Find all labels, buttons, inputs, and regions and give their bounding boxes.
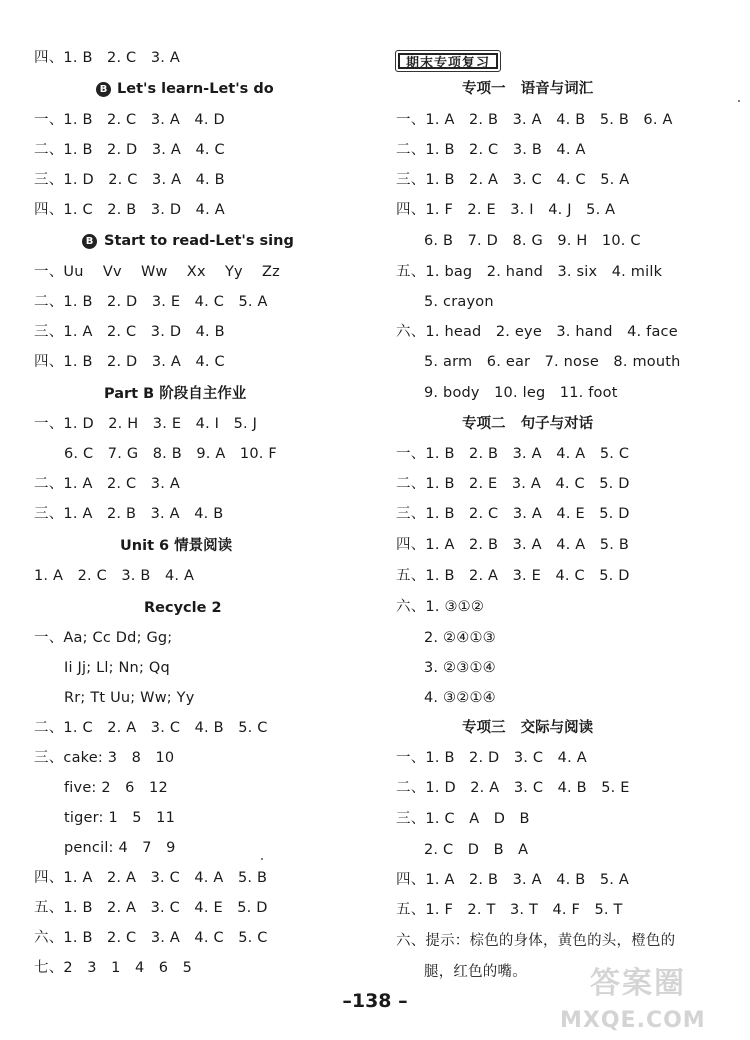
answer-line: 一、Aa; Cc Dd; Gg;: [34, 630, 173, 646]
answer-line: 四、1. A 2. B 3. A 4. B 5. A: [396, 872, 629, 888]
section-heading: Unit 6 情景阅读: [120, 538, 233, 554]
section-b-badge: B: [96, 82, 111, 97]
answer-line: 二、1. D 2. A 3. C 4. B 5. E: [396, 780, 630, 796]
answer-line: tiger: 1 5 11: [64, 810, 175, 826]
scan-speck: [738, 100, 740, 102]
section-b-badge: B: [82, 234, 97, 249]
answer-line: 6. B 7. D 8. G 9. H 10. C: [424, 233, 641, 249]
answer-line: 四、1. F 2. E 3. I 4. J 5. A: [396, 202, 616, 218]
answer-line: 一、1. A 2. B 3. A 4. B 5. B 6. A: [396, 112, 673, 128]
answer-line: five: 2 6 12: [64, 780, 168, 796]
answer-line: Ii Jj; Ll; Nn; Qq: [64, 660, 170, 676]
answer-line: 七、2 3 1 4 6 5: [34, 960, 193, 976]
final-review-tag: 期末专项复习: [395, 50, 501, 72]
section-heading: Part B 阶段自主作业: [104, 386, 247, 402]
page-number: –138 –: [342, 990, 408, 1012]
answer-line: 四、1. B 2. D 3. A 4. C: [34, 354, 225, 370]
answer-line: 二、1. C 2. A 3. C 4. B 5. C: [34, 720, 268, 736]
answer-line: 2. ②④①③: [424, 630, 496, 646]
answer-line: 二、1. B 2. D 3. A 4. C: [34, 142, 225, 158]
answer-line: 五、1. bag 2. hand 3. six 4. milk: [396, 264, 663, 280]
answer-line: 9. body 10. leg 11. foot: [424, 385, 618, 401]
section-heading: 专项三 交际与阅读: [462, 720, 594, 736]
section-heading: 专项一 语音与词汇: [462, 81, 594, 97]
answer-line: 四、1. C 2. B 3. D 4. A: [34, 202, 225, 218]
section-heading: 专项二 句子与对话: [462, 416, 594, 432]
section-heading: Let's learn-Let's do: [117, 81, 274, 97]
answer-line: 3. ②③①④: [424, 660, 496, 676]
watermark-url: MXQE.COM: [560, 1008, 706, 1033]
answer-line: 2. C D B A: [424, 842, 529, 858]
answer-line: 六、1. B 2. C 3. A 4. C 5. C: [34, 930, 268, 946]
answer-line: 五、1. F 2. T 3. T 4. F 5. T: [396, 902, 623, 918]
answer-line: Rr; Tt Uu; Ww; Yy: [64, 690, 195, 706]
answer-line: 四、1. B 2. C 3. A: [34, 50, 180, 66]
answer-line: 三、cake: 3 8 10: [34, 750, 175, 766]
answer-line: 二、1. B 2. D 3. E 4. C 5. A: [34, 294, 268, 310]
answer-line: 三、1. C A D B: [396, 811, 530, 827]
answer-line: 二、1. B 2. E 3. A 4. C 5. D: [396, 476, 630, 492]
scan-speck: [261, 858, 263, 860]
answer-line: 一、1. D 2. H 3. E 4. I 5. J: [34, 416, 258, 432]
answer-line: 4. ③②①④: [424, 690, 496, 706]
section-heading: Recycle 2: [144, 600, 222, 616]
answer-line: 三、1. B 2. A 3. C 4. C 5. A: [396, 172, 630, 188]
answer-line: 一、1. B 2. D 3. C 4. A: [396, 750, 587, 766]
answer-line: 1. A 2. C 3. B 4. A: [34, 568, 195, 584]
answer-line: 二、1. B 2. C 3. B 4. A: [396, 142, 586, 158]
answer-line: 六、1. ③①②: [396, 599, 485, 615]
answer-line: 6. C 7. G 8. B 9. A 10. F: [64, 446, 277, 462]
answer-line: 5. arm 6. ear 7. nose 8. mouth: [424, 354, 681, 370]
answer-line: 三、1. A 2. B 3. A 4. B: [34, 506, 224, 522]
answer-line: 五、1. B 2. A 3. E 4. C 5. D: [396, 568, 630, 584]
answer-line: pencil: 4 7 9: [64, 840, 176, 856]
answer-line: 腿，红色的嘴。: [424, 964, 527, 980]
answer-line: 五、1. B 2. A 3. C 4. E 5. D: [34, 900, 268, 916]
answer-line: 六、提示：棕色的身体，黄色的头，橙色的: [396, 933, 676, 949]
answer-line: 三、1. A 2. C 3. D 4. B: [34, 324, 225, 340]
answer-line: 四、1. A 2. B 3. A 4. A 5. B: [396, 537, 629, 553]
answer-line: 三、1. B 2. C 3. A 4. E 5. D: [396, 506, 630, 522]
answer-line: 二、1. A 2. C 3. A: [34, 476, 180, 492]
answer-line: 5. crayon: [424, 294, 494, 310]
answer-line: 三、1. D 2. C 3. A 4. B: [34, 172, 225, 188]
watermark-logo: 答案圈: [590, 966, 686, 1001]
answer-line: 一、Uu Vv Ww Xx Yy Zz: [34, 264, 280, 280]
section-heading: Start to read-Let's sing: [104, 233, 294, 249]
answer-line: 一、1. B 2. C 3. A 4. D: [34, 112, 225, 128]
answer-line: 一、1. B 2. B 3. A 4. A 5. C: [396, 446, 630, 462]
answer-line: 四、1. A 2. A 3. C 4. A 5. B: [34, 870, 268, 886]
answer-line: 六、1. head 2. eye 3. hand 4. face: [396, 324, 678, 340]
